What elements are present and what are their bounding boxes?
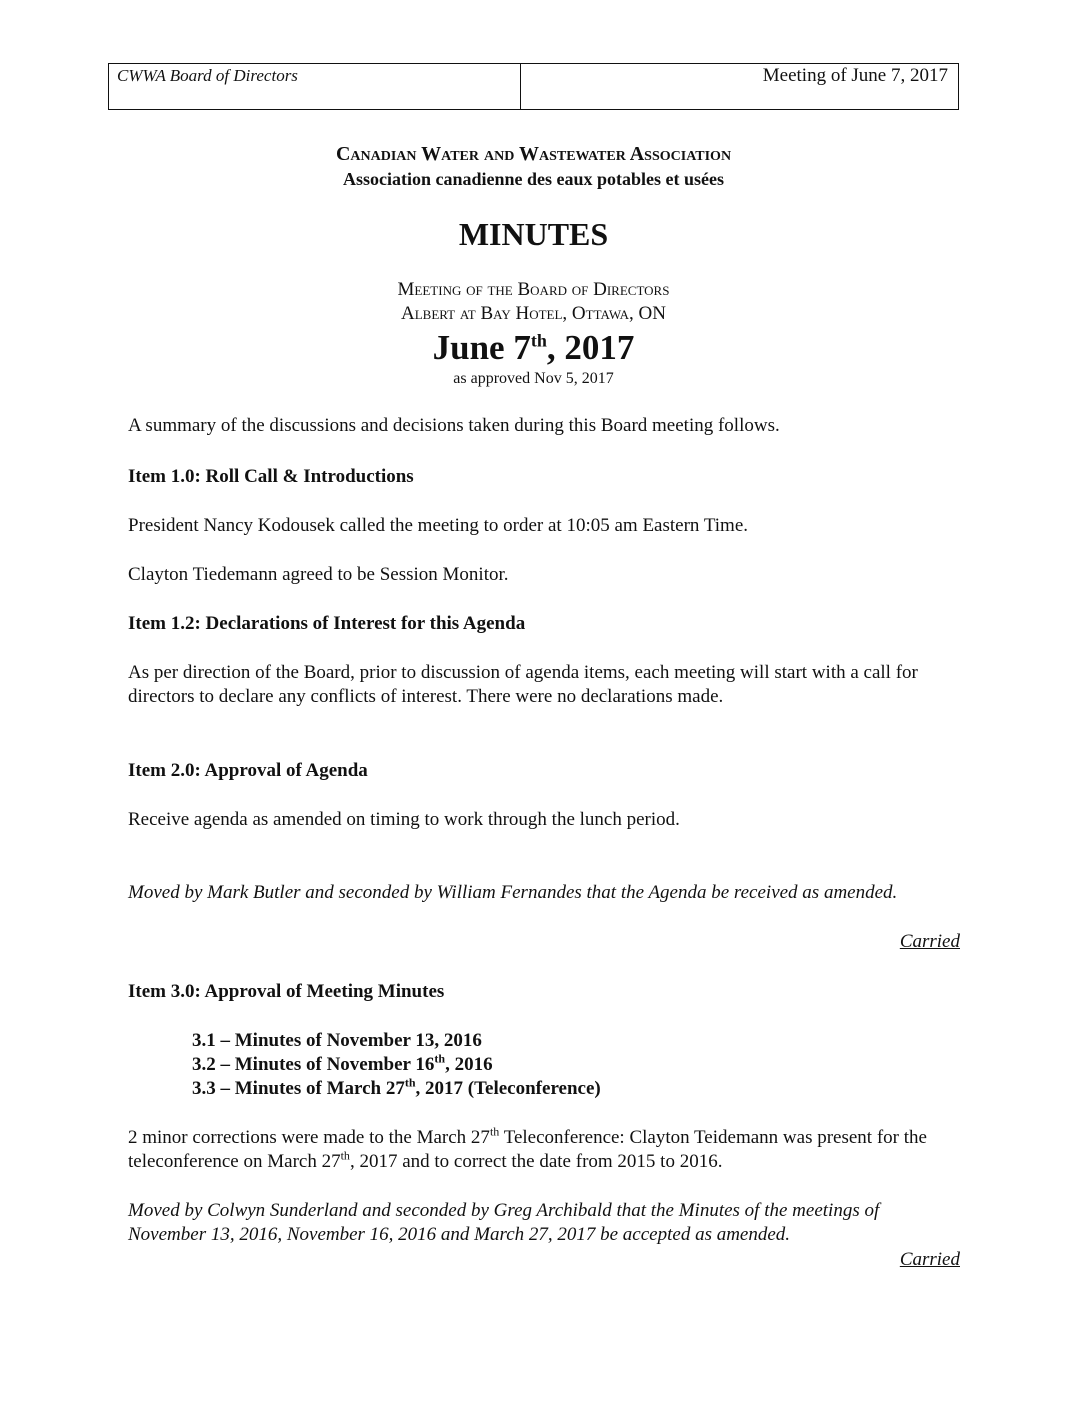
item-3-3-ordinal: th [404, 1075, 416, 1090]
item-3-2-text: 3.2 – Minutes of November 16 [192, 1054, 435, 1075]
corrections-text-3: , 2017 and to correct the date from 2015 to 2016. [349, 1151, 723, 1172]
meeting-date-day: June 7 [432, 328, 531, 367]
meeting-location: Albert at Bay Hotel, Ottawa, ON [401, 303, 666, 324]
header-meeting-date: Meeting of June 7, 2017 [762, 65, 948, 86]
item-3-3 [192, 1077, 601, 1101]
approval-note: as approved Nov 5, 2017 [453, 370, 614, 387]
meeting-date-year: , 2017 [546, 328, 635, 367]
corrections-ordinal-1: th [489, 1124, 500, 1139]
header-table [108, 63, 959, 110]
corrections-text-1: 2 minor corrections were made to the March 27 [128, 1127, 490, 1148]
item-3-2 [192, 1053, 493, 1077]
item-3-0-corrections [128, 1126, 960, 1174]
item-3-3-year: , 2017 (Teleconference) [415, 1078, 601, 1099]
item-3-0-heading: Item 3.0: Approval of Meeting Minutes [128, 981, 445, 1002]
document-title: MINUTES [458, 216, 609, 252]
item-2-0-heading: Item 2.0: Approval of Agenda [128, 760, 368, 781]
item-3-3-text: 3.3 – Minutes of March 27 [192, 1078, 405, 1099]
item-1-2-heading: Item 1.2: Declarations of Interest for this Agenda [128, 613, 526, 634]
meeting-date [108, 327, 959, 369]
organization-name-french: Association canadienne des eaux potables et usées [342, 169, 724, 189]
item-3-0-result: Carried [899, 1249, 960, 1270]
item-2-0-result: Carried [899, 931, 960, 952]
item-3-1: 3.1 – Minutes of November 13, 2016 [192, 1030, 482, 1051]
item-2-0-motion: Moved by Mark Butler and seconded by William Fernandes that the Agenda be received as amended. [128, 882, 898, 903]
item-1-2-paragraph: As per direction of the Board, prior to discussion of agenda items, each meeting will start with a call for directors to declare any conflicts of interest. There were no declarations made. [128, 662, 918, 707]
corrections-ordinal-2: th [340, 1148, 350, 1163]
meeting-type: Meeting of the Board of Directors [397, 279, 670, 300]
header-organization: CWWA Board of Directors [109, 64, 521, 109]
item-2-0-paragraph: Receive agenda as amended on timing to work through the lunch period. [128, 809, 680, 830]
organization-name-english: Canadian Water and Wastewater Association [335, 143, 732, 165]
item-3-2-ordinal: th [434, 1051, 446, 1066]
meeting-date-ordinal: th [530, 330, 547, 351]
item-3-2-year: , 2016 [445, 1054, 493, 1075]
item-1-0-heading: Item 1.0: Roll Call & Introductions [128, 466, 414, 487]
item-1-0-paragraph-2: Clayton Tiedemann agreed to be Session Monitor. [128, 564, 509, 585]
intro-paragraph: A summary of the discussions and decisions taken during this Board meeting follows. [128, 415, 780, 436]
corrections-text-2: Teleconference: Clayton Teidemann was present for the teleconference on March 27 [128, 1127, 927, 1172]
item-3-0-motion: Moved by Colwyn Sunderland and seconded by Greg Archibald that the Minutes of the meetings of November 13, 2016, November 16, 2016 and March 27, 2017 be accepted as amended. [128, 1200, 880, 1245]
item-1-0-paragraph-1: President Nancy Kodousek called the meeting to order at 10:05 am Eastern Time. [128, 515, 748, 536]
